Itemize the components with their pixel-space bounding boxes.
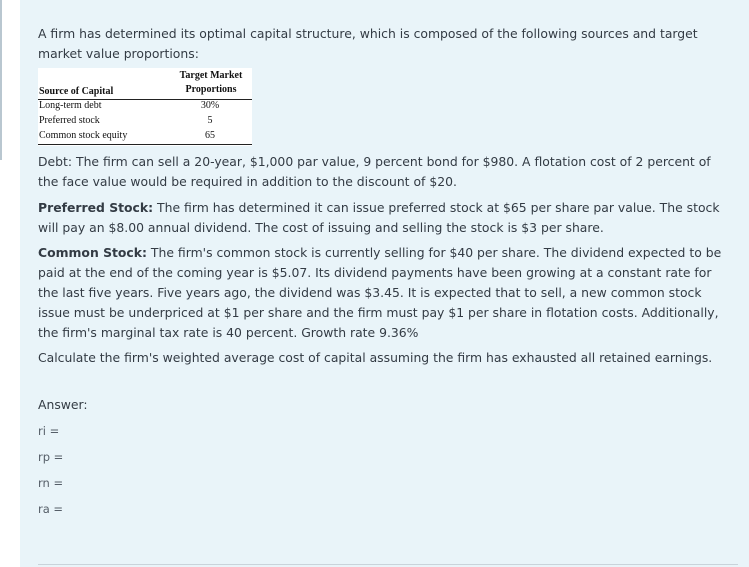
common-label: Common Stock: xyxy=(38,245,147,260)
table-row-proportion: 65 xyxy=(205,130,215,141)
debt-label: Debt: xyxy=(38,154,73,169)
question-text: Calculate the firm's weighted average cost of capital assuming the firm has exhausted all retained earnings. xyxy=(38,350,713,365)
preferred-paragraph xyxy=(38,198,728,238)
table-row-source: Common stock equity xyxy=(39,130,128,141)
preferred-text: The firm has determined it can issue preferred stock at $65 per share par value. The stock will pay an $8.00 annual dividend. The cost of issuing and selling the stock is $3 per share. xyxy=(38,200,720,235)
common-paragraph xyxy=(38,243,728,343)
common-text: The firm's common stock is currently selling for $40 per share. The dividend expected to be paid at the end of the coming year is $5.07. Its dividend payments have been growing at a constant rate for the last five years. Five years ago, the dividend was $3.45. It is expected that to sell, a new common stock issue must be underpriced at $1 per share and the firm must pay $1 per share in flotation costs. Additionally, the firm's marginal tax rate is 40 percent. Growth rate 9.36% xyxy=(38,245,722,340)
answer-rn: rn = xyxy=(38,476,64,490)
debt-paragraph xyxy=(38,152,728,192)
bottom-divider xyxy=(38,564,738,565)
table-header-source: Source of Capital xyxy=(39,86,114,97)
answer-ra: ra = xyxy=(38,502,64,516)
capital-structure-table xyxy=(38,68,252,146)
table-row-source: Long-term debt xyxy=(39,100,102,111)
table-bottom-rule xyxy=(38,144,252,145)
debt-text: The firm can sell a 20-year, $1,000 par value, 9 percent bond for $980. A flotation cost of 2 percent of the face value would be required in addition to the discount of $20. xyxy=(38,154,711,189)
preferred-label: Preferred Stock: xyxy=(38,200,154,215)
table-row-proportion: 5 xyxy=(207,115,213,126)
intro-text: A firm has determined its optimal capital structure, which is composed of the following sources and target market value proportions: xyxy=(38,26,698,61)
table-row-source: Preferred stock xyxy=(39,115,100,126)
table-header-target: Target Market xyxy=(179,70,243,81)
left-divider xyxy=(0,0,2,160)
answer-ri: ri = xyxy=(38,424,60,438)
answer-label: Answer: xyxy=(38,397,88,412)
table-row-proportion: 30% xyxy=(200,100,220,111)
table-header-proportions: Proportions xyxy=(185,84,237,95)
answer-rp: rp = xyxy=(38,450,64,464)
